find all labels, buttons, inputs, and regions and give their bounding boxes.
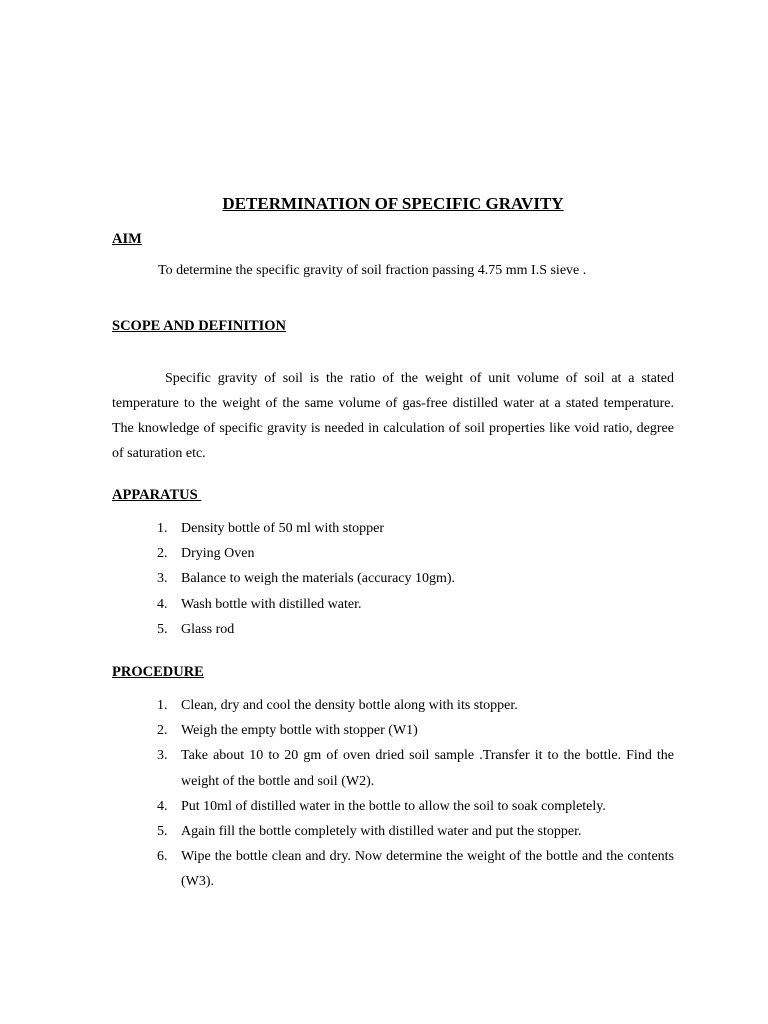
apparatus-heading: APPARATUS	[112, 487, 202, 503]
list-item	[148, 693, 674, 718]
list-item	[148, 794, 674, 819]
item-number: 3.	[157, 571, 168, 587]
item-number: 2.	[157, 723, 168, 739]
list-item	[148, 592, 674, 617]
item-number: 5.	[157, 621, 168, 637]
item-number: 2.	[157, 546, 168, 562]
scope-paragraph: Specific gravity of soil is the ratio of the weight of unit volume of soil at a stated temperature to the weight of the same volume of gas-free distilled water at a stated temperature. The knowledge of specific gravity is needed in calculation of soil properties like void ratio, degree of saturation etc.	[112, 371, 674, 461]
item-number: 4.	[157, 798, 168, 814]
aim-text: To determine the specific gravity of soil fraction passing 4.75 mm I.S sieve .	[158, 263, 587, 278]
list-item	[148, 617, 674, 642]
list-item	[148, 844, 674, 894]
item-text: Put 10ml of distilled water in the bottle to allow the soil to soak completely.	[181, 798, 606, 814]
item-text: Drying Oven	[181, 546, 255, 562]
item-number: 5.	[157, 824, 168, 840]
item-number: 1.	[157, 521, 168, 536]
item-number: 6.	[157, 849, 168, 865]
item-text: Weigh the empty bottle with stopper (W1)	[181, 723, 418, 739]
procedure-list	[148, 693, 674, 895]
aim-heading: AIM	[112, 231, 142, 247]
item-text: Density bottle of 50 ml with stopper	[181, 521, 384, 536]
list-item	[148, 566, 674, 591]
list-item	[148, 819, 674, 844]
item-number: 4.	[157, 596, 168, 612]
procedure-heading: PROCEDURE	[112, 664, 204, 680]
item-number: 3.	[157, 748, 168, 764]
item-text: Balance to weigh the materials (accuracy 10gm).	[181, 571, 456, 587]
page-title: DETERMINATION OF SPECIFIC GRAVITY	[222, 194, 564, 213]
item-text: Clean, dry and cool the density bottle along with its stopper.	[181, 698, 518, 713]
apparatus-list	[148, 516, 674, 642]
item-text: Wipe the bottle clean and dry. Now determine the weight of the bottle and the contents (W3).	[181, 849, 674, 890]
item-text: Glass rod	[181, 621, 235, 637]
list-item	[148, 718, 674, 743]
list-item	[148, 743, 674, 793]
list-item	[148, 541, 674, 566]
list-item	[148, 516, 674, 541]
item-text: Take about 10 to 20 gm of oven dried soil sample .Transfer it to the bottle. Find the weight of the bottle and soil (W2).	[181, 748, 674, 789]
item-text: Wash bottle with distilled water.	[181, 596, 362, 612]
item-text: Again fill the bottle completely with distilled water and put the stopper.	[181, 824, 582, 840]
scope-heading: SCOPE AND DEFINITION	[112, 318, 287, 334]
item-number: 1.	[157, 698, 168, 713]
